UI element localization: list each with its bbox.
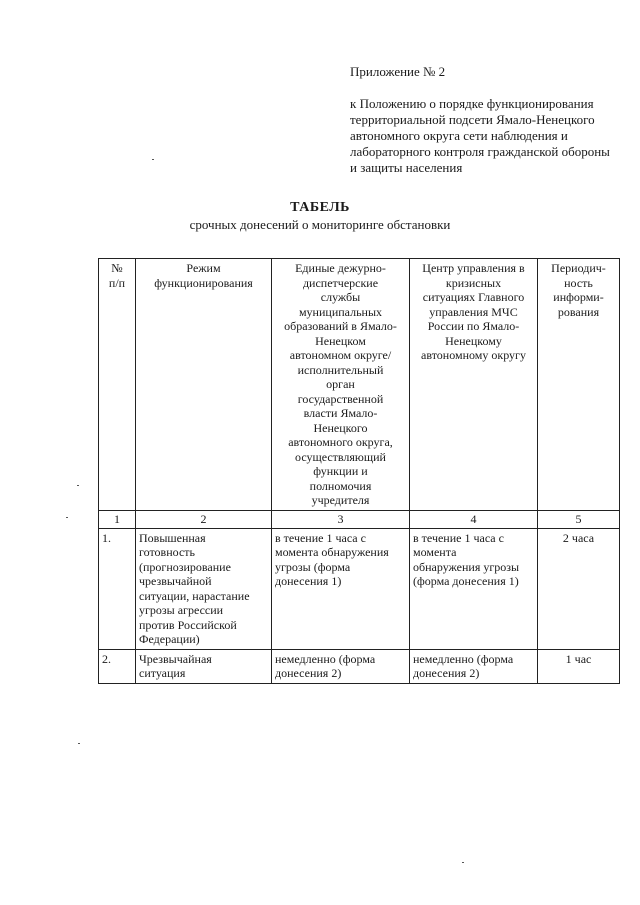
appendix-heading: Приложение № 2 <box>350 64 446 79</box>
scan-speck <box>152 159 154 160</box>
center-cell: немедленно (форма донесения 2) <box>410 649 538 683</box>
header-cell-number: № п/п <box>99 259 136 511</box>
header-cell-mode: Режим функционирования <box>136 259 272 511</box>
table-header-row <box>99 259 620 511</box>
appendix-line: и защиты населения <box>350 160 463 175</box>
eds-cell: в течение 1 часа с момента обнаружения угрозы (форма донесения 1) <box>272 528 410 649</box>
appendix-line: к Положению о порядке функционирования <box>350 96 594 111</box>
appendix-line: территориальной подсети Ямало-Ненецкого <box>350 112 595 127</box>
document-subtitle: срочных донесений о мониторинге обстановки <box>189 217 451 232</box>
mode-cell: Чрезвычайная ситуация <box>136 649 272 683</box>
scan-speck <box>462 862 464 863</box>
appendix-text <box>350 96 630 176</box>
column-number: 4 <box>410 510 538 528</box>
appendix-block <box>350 64 630 176</box>
center-cell: в течение 1 часа с момента обнаружения угрозы (форма донесения 1) <box>410 528 538 649</box>
period-cell: 1 час <box>538 649 620 683</box>
scan-speck <box>66 517 68 518</box>
scan-speck <box>77 485 79 486</box>
row-number: 2. <box>99 649 136 683</box>
scan-speck <box>78 743 80 744</box>
column-number: 5 <box>538 510 620 528</box>
document-title: ТАБЕЛЬ <box>290 200 350 215</box>
column-number-row <box>99 510 620 528</box>
eds-cell: немедленно (форма донесения 2) <box>272 649 410 683</box>
appendix-line: автономного округа сети наблюдения и <box>350 128 568 143</box>
table-row <box>99 649 620 683</box>
header-cell-period: Периодич- ность информи- рования <box>538 259 620 511</box>
column-number: 1 <box>99 510 136 528</box>
column-number: 2 <box>136 510 272 528</box>
row-number: 1. <box>99 528 136 649</box>
column-number: 3 <box>272 510 410 528</box>
header-cell-eds: Единые дежурно- диспетчерские службы муниципальных образований в Ямало- Ненецком автономном округе/ исполнительный орган государственной власти Ямало- Ненецкого автономного округа, осуществляющий функции и полномочия учредителя <box>272 259 410 511</box>
header-cell-center: Центр управления в кризисных ситуациях Главного управления МЧС России по Ямало- Ненецкому автономному округу <box>410 259 538 511</box>
appendix-line: лабораторного контроля гражданской обороны <box>350 144 610 159</box>
mode-cell: Повышенная готовность (прогнозирование чрезвычайной ситуации, нарастание угрозы агрессии против Российской Федерации) <box>136 528 272 649</box>
report-table <box>98 258 620 684</box>
period-cell: 2 часа <box>538 528 620 649</box>
table-row <box>99 528 620 649</box>
